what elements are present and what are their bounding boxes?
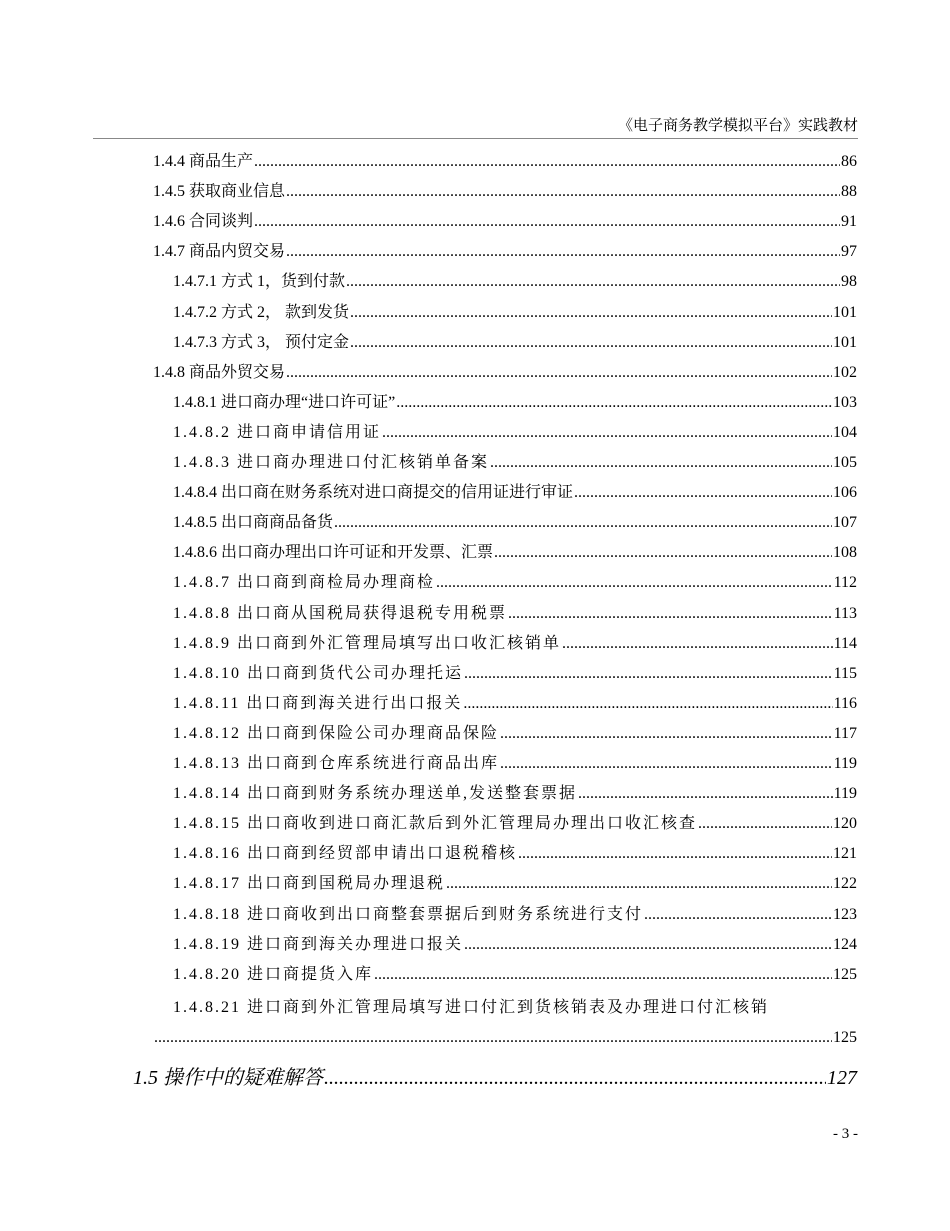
toc-entry-label: 1.4.8 商品外贸交易 bbox=[153, 363, 286, 381]
toc-entry-label: 1.4.8.12 出口商到保险公司办理商品保险 bbox=[173, 724, 500, 742]
toc-entry[interactable] bbox=[153, 363, 857, 383]
toc-entry-page: 115 bbox=[833, 664, 857, 682]
toc-entry[interactable] bbox=[173, 935, 857, 955]
toc-entry-label: 1.4.8.14 出口商到财务系统办理送单,发送整套票据 bbox=[173, 785, 578, 803]
toc-entry-page: 104 bbox=[833, 423, 857, 441]
toc-entry[interactable] bbox=[173, 483, 857, 503]
toc-entry-label: 1.4.6 合同谈判 bbox=[153, 213, 254, 231]
toc-entry-label: 1.4.8.2 进口商申请信用证 bbox=[173, 423, 382, 441]
toc-entry-page: 116 bbox=[833, 694, 857, 712]
toc-entry[interactable] bbox=[153, 242, 857, 262]
toc-entry-wrapped-continuation[interactable] bbox=[153, 1028, 857, 1048]
toc-dot-leader bbox=[494, 543, 832, 563]
toc-entry-page: 101 bbox=[833, 303, 857, 321]
toc-entry[interactable] bbox=[173, 814, 857, 834]
toc-section-entry[interactable] bbox=[133, 1066, 857, 1090]
running-header-title: 《电子商务教学模拟平台》实践教材 bbox=[617, 118, 858, 134]
toc-dot-leader bbox=[286, 182, 840, 202]
toc-section-label: 1.5 操作中的疑难解答 bbox=[133, 1067, 323, 1089]
toc-entry-page: 124 bbox=[833, 935, 857, 953]
toc-entry-label: 1.4.8.15 出口商收到进口商汇款后到外汇管理局办理出口收汇核查 bbox=[173, 815, 698, 833]
toc-entry-label: 1.4.5 获取商业信息 bbox=[153, 183, 286, 201]
toc-dot-leader bbox=[254, 212, 840, 232]
toc-dot-leader bbox=[464, 935, 832, 955]
toc-entry-label: 1.4.8.13 出口商到仓库系统进行商品出库 bbox=[173, 755, 500, 772]
toc-dot-leader bbox=[578, 784, 833, 804]
toc-entry[interactable] bbox=[173, 905, 857, 925]
toc-entry[interactable] bbox=[173, 543, 857, 563]
toc-entry-page: 86 bbox=[841, 153, 857, 170]
toc-entry-wrapped-label bbox=[173, 998, 769, 1018]
toc-entry[interactable] bbox=[153, 212, 857, 232]
toc-entry-label: 1.4.8.18 进口商收到出口商整套票据后到财务系统进行支付 bbox=[173, 905, 644, 923]
toc-entry-label: 1.4.4 商品生产 bbox=[153, 153, 254, 170]
toc-dot-leader bbox=[396, 393, 832, 413]
toc-dot-leader bbox=[374, 965, 832, 985]
toc-entry-label: 1.4.8.17 出口商到国税局办理退税 bbox=[173, 875, 446, 893]
toc-dot-leader bbox=[518, 844, 832, 864]
toc-dot-leader bbox=[644, 905, 832, 925]
toc-dot-leader bbox=[446, 874, 832, 894]
toc-entry-label: 1.4.8.16 出口商到经贸部申请出口退税稽核 bbox=[173, 845, 518, 863]
toc-entry[interactable] bbox=[173, 965, 857, 985]
toc-entry-page: 91 bbox=[841, 213, 857, 231]
toc-entry[interactable] bbox=[173, 664, 857, 684]
toc-entry-label: 1.4.8.3 进口商办理进口付汇核销单备案 bbox=[173, 454, 490, 471]
toc-entry-page: 125 bbox=[833, 965, 857, 983]
toc-entry[interactable] bbox=[173, 573, 857, 593]
toc-entry-label: 1.4.8.6 出口商办理出口许可证和开发票、汇票 bbox=[173, 544, 494, 562]
toc-entry-page: 98 bbox=[841, 273, 857, 291]
toc-entry-label: 1.4.8.21 进口商到外汇管理局填写进口付汇到货核销表及办理进口付汇核销 bbox=[173, 999, 770, 1016]
toc-dot-leader bbox=[698, 814, 832, 834]
toc-entry-label: 1.4.7.1 方式 1，货到付款 bbox=[173, 273, 346, 291]
toc-entry[interactable] bbox=[173, 634, 857, 654]
toc-entry-page: 122 bbox=[833, 875, 857, 893]
toc-entry[interactable] bbox=[173, 844, 857, 864]
toc-dot-leader bbox=[350, 333, 832, 353]
toc-entry-page: 114 bbox=[833, 634, 857, 652]
toc-entry[interactable] bbox=[173, 513, 857, 533]
toc-entry[interactable] bbox=[173, 694, 857, 714]
toc-entry[interactable] bbox=[173, 303, 857, 323]
toc-entry-page: 112 bbox=[833, 574, 857, 592]
toc-dot-leader bbox=[350, 303, 832, 323]
toc-entry-page: 106 bbox=[833, 484, 857, 502]
toc-entry-page: 105 bbox=[833, 454, 857, 471]
toc-dot-leader bbox=[500, 724, 833, 744]
toc-entry-page: 108 bbox=[833, 544, 857, 562]
toc-entry-label: 1.4.8.9 出口商到外汇管理局填写出口收汇核销单 bbox=[173, 634, 562, 652]
toc-dot-leader bbox=[574, 483, 832, 503]
toc-entry-label: 1.4.8.8 出口商从国税局获得退税专用税票 bbox=[173, 604, 508, 622]
toc-entry[interactable] bbox=[153, 182, 857, 202]
toc-dot-leader bbox=[562, 634, 833, 654]
toc-entry-page: 97 bbox=[841, 243, 857, 261]
toc-dot-leader bbox=[464, 664, 833, 684]
toc-entry[interactable] bbox=[173, 272, 857, 292]
toc-dot-leader bbox=[382, 423, 832, 443]
toc-entry-page: 119 bbox=[833, 785, 857, 803]
toc-entry-page: 123 bbox=[833, 905, 857, 923]
toc-entry-page: 88 bbox=[841, 183, 857, 201]
toc-dot-leader bbox=[346, 272, 840, 292]
toc-dot-leader bbox=[500, 754, 833, 774]
page-number: - 3 - bbox=[833, 1126, 858, 1142]
toc-entry-page: 117 bbox=[833, 724, 857, 742]
toc-entry-page: 102 bbox=[833, 363, 857, 381]
toc-dot-leader bbox=[436, 573, 833, 593]
toc-entry[interactable] bbox=[173, 604, 857, 624]
toc-entry-label: 1.4.8.20 进口商提货入库 bbox=[173, 965, 374, 983]
toc-dot-leader bbox=[490, 453, 832, 473]
toc-entry[interactable] bbox=[173, 453, 857, 473]
toc-entry-label: 1.4.8.7 出口商到商检局办理商检 bbox=[173, 574, 436, 592]
toc-dot-leader bbox=[463, 694, 832, 714]
toc-entry-label: 1.4.7.2 方式 2， 款到发货 bbox=[173, 303, 350, 321]
toc-entry-label: 1.4.8.4 出口商在财务系统对进口商提交的信用证进行审证 bbox=[173, 484, 574, 502]
toc-entry-label: 1.4.7 商品内贸交易 bbox=[153, 243, 286, 261]
toc-entry-page: 125 bbox=[833, 1029, 857, 1046]
toc-dot-leader bbox=[154, 1028, 832, 1048]
toc-entry[interactable] bbox=[173, 874, 857, 894]
toc-entry[interactable] bbox=[173, 333, 857, 353]
toc-entry-page: 119 bbox=[833, 755, 857, 772]
toc-entry-page: 103 bbox=[833, 393, 857, 411]
toc-entry[interactable] bbox=[153, 152, 857, 172]
toc-entry-page: 121 bbox=[833, 845, 857, 863]
toc-section-page: 127 bbox=[827, 1067, 857, 1089]
toc-entry[interactable] bbox=[173, 784, 857, 804]
toc-entry-page: 101 bbox=[833, 333, 857, 351]
toc-dot-leader bbox=[254, 152, 840, 172]
toc-dot-leader bbox=[324, 1066, 826, 1090]
toc-entry-label: 1.4.8.5 出口商商品备货 bbox=[173, 514, 334, 532]
toc-entry-label: 1.4.7.3 方式 3， 预付定金 bbox=[173, 333, 350, 351]
toc-entry[interactable] bbox=[173, 724, 857, 744]
toc-entry-label: 1.4.8.19 进口商到海关办理进口报关 bbox=[173, 935, 464, 953]
toc-entry[interactable] bbox=[173, 423, 857, 443]
toc-dot-leader bbox=[286, 363, 832, 383]
running-header bbox=[93, 116, 858, 139]
toc-entry[interactable] bbox=[173, 754, 857, 774]
toc-dot-leader bbox=[286, 242, 840, 262]
toc-dot-leader bbox=[508, 604, 833, 624]
toc-entry-page: 113 bbox=[833, 604, 857, 622]
toc-entry-page: 120 bbox=[833, 815, 857, 833]
toc-entry-page: 107 bbox=[833, 514, 857, 532]
toc-dot-leader bbox=[334, 513, 832, 533]
toc-entry[interactable] bbox=[173, 393, 857, 413]
toc-entry-label: 1.4.8.10 出口商到货代公司办理托运 bbox=[173, 664, 464, 682]
toc-entry-label: 1.4.8.1 进口商办理“进口许可证” bbox=[173, 393, 396, 411]
toc-entry-label: 1.4.8.11 出口商到海关进行出口报关 bbox=[173, 694, 463, 712]
